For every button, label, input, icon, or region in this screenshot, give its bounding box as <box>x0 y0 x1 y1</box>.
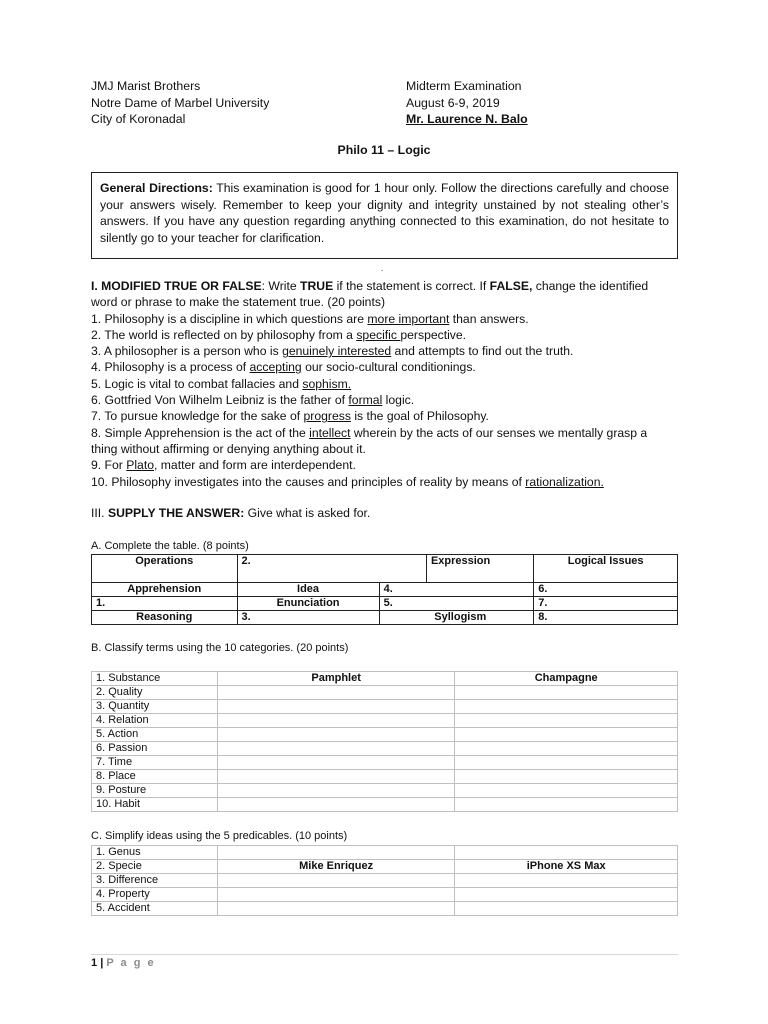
answer-cell[interactable] <box>455 700 678 714</box>
section-true-false <box>91 278 676 490</box>
category-label: 8. Place <box>92 770 218 784</box>
question-text: 10. Philosophy investigates into the causes and principles of reality by means of <box>91 474 526 489</box>
school-line-2: Notre Dame of Marbel University <box>91 95 270 110</box>
school-info <box>91 78 269 128</box>
table-row <box>92 846 678 860</box>
footer-divider <box>91 954 678 955</box>
table-row <box>92 770 678 784</box>
answer-cell[interactable] <box>455 728 678 742</box>
table-cell: Apprehension <box>92 583 238 597</box>
category-label: 4. Relation <box>92 714 218 728</box>
table-row <box>92 902 678 916</box>
underlined-term: formal <box>348 393 383 408</box>
answer-cell[interactable] <box>217 874 455 888</box>
question-text: and attempts to find out the truth. <box>391 344 574 359</box>
answer-cell[interactable] <box>455 902 678 916</box>
column-header: Pamphlet <box>217 672 455 686</box>
table-cell[interactable]: 2. <box>237 555 426 583</box>
predicable-label: 1. Genus <box>92 846 218 860</box>
question-item <box>91 359 676 375</box>
question-text: our socio-cultural conditionings. <box>301 360 476 375</box>
column-header: iPhone XS Max <box>455 860 678 874</box>
table-cell: Reasoning <box>92 611 238 625</box>
section3-number: III. <box>91 506 108 520</box>
section3-heading: SUPPLY THE ANSWER: <box>107 506 245 520</box>
category-label: 7. Time <box>92 756 218 770</box>
question-text: 9. For <box>91 458 127 473</box>
page-footer <box>91 957 156 969</box>
table-row <box>92 597 678 611</box>
answer-cell[interactable] <box>217 902 455 916</box>
predicables-table <box>91 845 678 916</box>
underlined-term: genuinely interested <box>282 344 392 359</box>
question-item <box>91 408 676 424</box>
underlined-term: intellect <box>309 425 351 440</box>
exam-date: August 6-9, 2019 <box>406 95 500 110</box>
answer-cell[interactable] <box>217 888 455 902</box>
table-row <box>92 686 678 700</box>
question-text: logic. <box>382 393 415 408</box>
column-header: Champagne <box>455 672 678 686</box>
table-cell[interactable]: 4. <box>379 583 534 597</box>
table-row <box>92 555 678 583</box>
answer-cell[interactable] <box>217 756 455 770</box>
table-cell[interactable]: 8. <box>534 611 678 625</box>
category-label: 9. Posture <box>92 784 218 798</box>
answer-cell[interactable] <box>455 798 678 812</box>
section-supply-answer <box>91 506 370 520</box>
table-row <box>92 700 678 714</box>
table-cell[interactable]: 3. <box>237 611 379 625</box>
category-label: 6. Passion <box>92 742 218 756</box>
question-item <box>91 425 676 458</box>
predicable-label: 2. Specie <box>92 860 218 874</box>
table-row <box>92 714 678 728</box>
question-text: 2. The world is reflected on by philosophy from a <box>91 327 357 342</box>
teacher-name: Mr. Laurence N. Balo <box>406 112 528 126</box>
underlined-term: more important <box>367 311 450 326</box>
table-cell: Syllogism <box>379 611 534 625</box>
page-label: P a g e <box>106 957 156 969</box>
table-row <box>92 756 678 770</box>
question-item <box>91 474 676 490</box>
table-b-caption: B. Classify terms using the 10 categories. (20 points) <box>91 642 349 654</box>
answer-cell[interactable] <box>217 700 455 714</box>
table-cell[interactable]: 5. <box>379 597 534 611</box>
separator-dot: . <box>381 264 384 273</box>
table-row <box>92 784 678 798</box>
underlined-term: specific <box>356 327 401 342</box>
category-label: 10. Habit <box>92 798 218 812</box>
question-item <box>91 311 676 327</box>
table-cell[interactable]: 1. <box>92 597 238 611</box>
question-item <box>91 392 676 408</box>
section3-instructions: Give what is asked for. <box>244 506 371 520</box>
category-label: 3. Quantity <box>92 700 218 714</box>
answer-cell[interactable] <box>217 714 455 728</box>
question-text: than answers. <box>449 311 529 326</box>
answer-cell[interactable] <box>217 728 455 742</box>
section1-instructions <box>91 278 676 311</box>
table-row <box>92 874 678 888</box>
table-c-caption: C. Simplify ideas using the 5 predicables. (10 points) <box>91 830 348 842</box>
table-a-caption: A. Complete the table. (8 points) <box>91 540 249 552</box>
answer-cell[interactable] <box>217 798 455 812</box>
category-label: 2. Quality <box>92 686 218 700</box>
question-item <box>91 343 676 359</box>
true-word: TRUE <box>300 279 334 293</box>
table-cell: Logical Issues <box>534 555 678 583</box>
category-label: 1. Substance <box>92 672 218 686</box>
question-item <box>91 327 676 343</box>
underlined-term: Plato <box>126 458 154 473</box>
table-row <box>92 888 678 902</box>
footer-separator: | <box>100 957 104 969</box>
answer-cell[interactable] <box>455 756 678 770</box>
question-text: wherein by the acts of our senses we mentally grasp a thing without affirming or denying anything about it. <box>91 425 648 456</box>
page-title: Philo 11 – Logic <box>337 143 431 157</box>
directions-text <box>100 180 669 246</box>
question-text: , matter and form are interdependent. <box>154 458 356 473</box>
answer-cell[interactable] <box>455 874 678 888</box>
table-row <box>92 611 678 625</box>
question-text: perspective. <box>400 327 467 342</box>
table-cell: Idea <box>237 583 379 597</box>
column-header: Mike Enriquez <box>217 860 455 874</box>
underlined-term: accepting <box>249 360 302 375</box>
directions-label: General Directions: <box>100 181 213 195</box>
directions-box <box>91 172 678 259</box>
table-row <box>92 742 678 756</box>
table-cell: Enunciation <box>237 597 379 611</box>
section1-heading: I. MODIFIED TRUE OR FALSE <box>91 279 262 293</box>
section1-instr-a: : Write <box>261 279 301 293</box>
question-text: 6. Gottfried Von Wilhelm Leibniz is the father of <box>91 393 349 408</box>
exam-name: Midterm Examination <box>406 79 522 93</box>
table-row <box>92 672 678 686</box>
section1-instr-c: change the identified word or phrase to make the statement true. (20 points) <box>91 279 649 310</box>
question-text: is the goal of Philosophy. <box>350 409 489 424</box>
predicable-label: 4. Property <box>92 888 218 902</box>
answer-cell[interactable] <box>455 846 678 860</box>
false-word: FALSE, <box>489 279 533 293</box>
question-item <box>91 376 676 392</box>
predicable-label: 3. Difference <box>92 874 218 888</box>
question-text: 4. Philosophy is a process of <box>91 360 250 375</box>
school-line-3: City of Koronadal <box>91 112 186 126</box>
answer-cell[interactable] <box>455 686 678 700</box>
answer-cell[interactable] <box>217 742 455 756</box>
operations-table <box>91 554 678 625</box>
underlined-term: rationalization. <box>525 474 604 489</box>
table-row <box>92 798 678 812</box>
question-text: 7. To pursue knowledge for the sake of <box>91 409 304 424</box>
table-cell: Expression <box>426 555 533 583</box>
answer-cell[interactable] <box>455 784 678 798</box>
question-item <box>91 457 676 473</box>
answer-cell[interactable] <box>455 742 678 756</box>
school-line-1: JMJ Marist Brothers <box>91 79 201 93</box>
table-cell[interactable]: 7. <box>534 597 678 611</box>
directions-body: This examination is good for 1 hour only. Follow the directions carefully and choose your answers wisely. Remember to keep your dignity and integrity unstained by not stealing other’s answers. If you have any question regarding anything connected to this examination, do not hesitate to silently go to your teacher for clarification. <box>100 181 669 245</box>
question-text: 1. Philosophy is a discipline in which questions are <box>91 311 368 326</box>
exam-info <box>406 78 528 128</box>
question-text: 5. Logic is vital to combat fallacies and <box>91 376 303 391</box>
categories-table <box>91 671 678 812</box>
table-row <box>92 728 678 742</box>
underlined-term: sophism. <box>302 376 352 391</box>
answer-cell[interactable] <box>217 770 455 784</box>
table-row <box>92 860 678 874</box>
table-cell: Operations <box>92 555 238 583</box>
table-cell[interactable]: 6. <box>534 583 678 597</box>
answer-cell[interactable] <box>455 770 678 784</box>
answer-cell[interactable] <box>455 888 678 902</box>
category-label: 5. Action <box>92 728 218 742</box>
underlined-term: progress <box>303 409 351 424</box>
table-row <box>92 583 678 597</box>
question-text: 8. Simple Apprehension is the act of the <box>91 425 310 440</box>
section1-instr-b: if the statement is correct. If <box>333 279 490 293</box>
answer-cell[interactable] <box>217 846 455 860</box>
predicable-label: 5. Accident <box>92 902 218 916</box>
answer-cell[interactable] <box>217 686 455 700</box>
answer-cell[interactable] <box>217 784 455 798</box>
page-number: 1 <box>91 957 98 969</box>
question-text: 3. A philosopher is a person who is <box>91 344 283 359</box>
answer-cell[interactable] <box>455 714 678 728</box>
